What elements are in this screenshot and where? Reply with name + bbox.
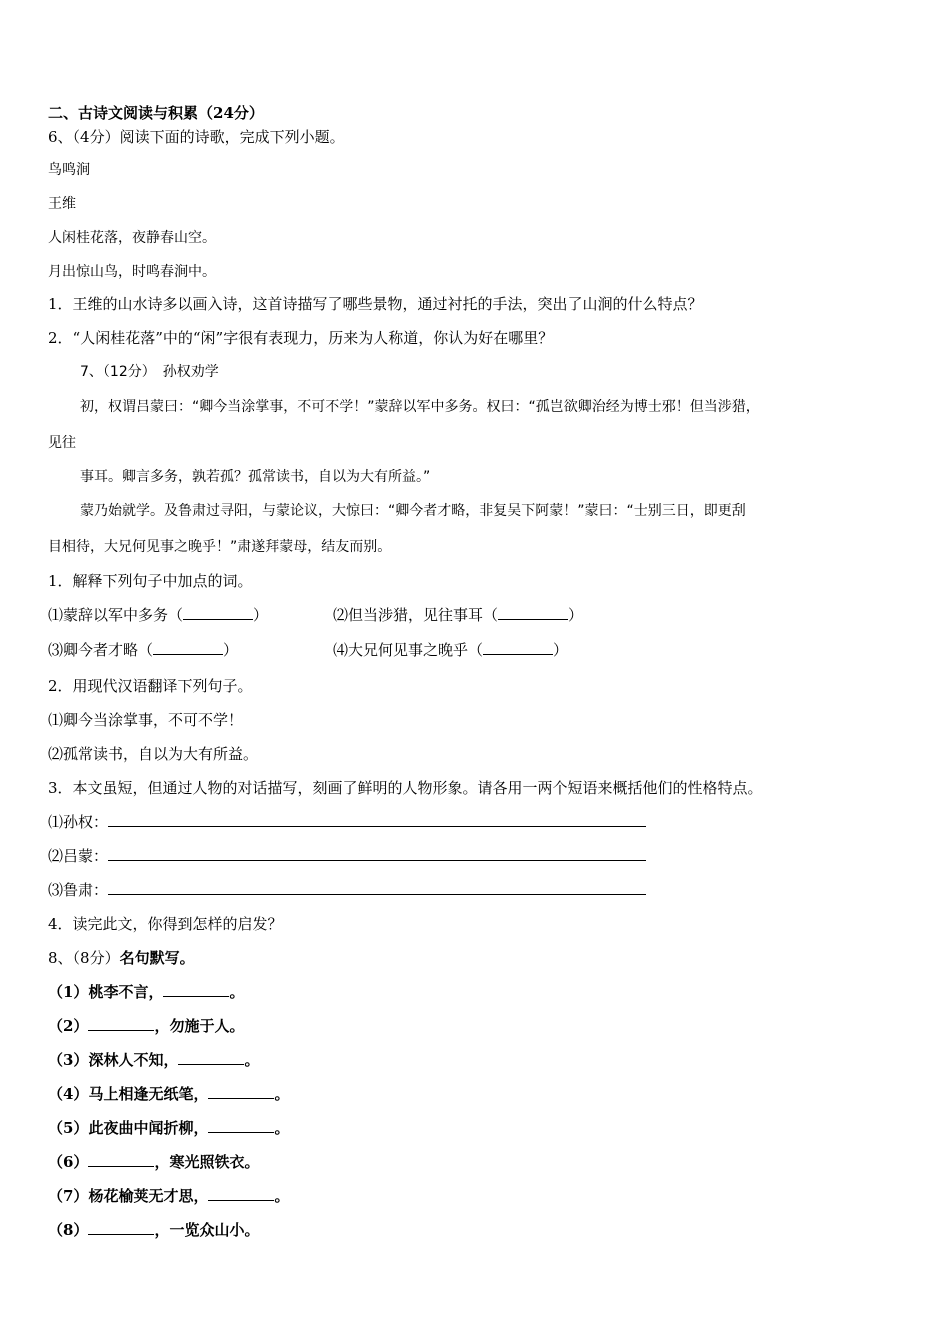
q7-intro: 7、（12分） 孙权劝学 (80, 364, 219, 380)
q7-item-1-close: ） (253, 606, 269, 624)
q7-character-2-label: ⑵吕蒙： (48, 847, 109, 865)
q8-item-after: ，一览众山小。 (154, 1221, 260, 1239)
q8-item-after: 。 (274, 1085, 290, 1103)
q7-sub-question-1: 1．解释下列句子中加点的词。 (48, 572, 253, 590)
q7-item-3-close: ） (223, 641, 239, 659)
q7-para1-line3: 事耳。卿言多务，孰若孤？孤常读书，自以为大有所益。” (80, 469, 431, 485)
q8-item-num: （7） (48, 1187, 89, 1205)
q7-item-2 (333, 605, 583, 625)
answer-blank[interactable] (208, 1186, 274, 1201)
q7-character-1-label: ⑴孙权： (48, 813, 109, 831)
q8-item-7 (48, 1186, 289, 1206)
q8-item-after: 。 (244, 1051, 260, 1069)
q6-intro: 6、（4分）阅读下面的诗歌，完成下列小题。 (48, 128, 345, 146)
poem-title: 鸟鸣涧 (48, 162, 90, 178)
q7-para2-line1: 蒙乃始就学。及鲁肃过寻阳，与蒙论议，大惊曰：“卿今者才略，非复吴下阿蒙！”蒙曰：“士别三日，即更刮 (80, 503, 746, 519)
q7-item-4-close: ） (553, 641, 569, 659)
q8-item-after: ，勿施于人。 (154, 1017, 245, 1035)
q8-item-after: ，寒光照铁衣。 (154, 1153, 260, 1171)
answer-line[interactable] (108, 880, 646, 895)
poem-line-2: 月出惊山鸟，时鸣春涧中。 (48, 264, 216, 280)
q8-item-after: 。 (229, 983, 245, 1001)
q8-item-before: 深林人不知， (88, 1051, 179, 1069)
answer-blank[interactable] (498, 605, 568, 620)
section-heading: 二、古诗文阅读与积累（24分） (48, 104, 264, 122)
answer-blank[interactable] (163, 982, 229, 997)
q7-sub-question-4: 4．读完此文，你得到怎样的启发？ (48, 915, 283, 933)
q7-item-4-label: ⑷大兄何见事之晚乎（ (333, 641, 484, 659)
q7-item-3 (48, 640, 238, 660)
answer-blank[interactable] (183, 605, 253, 620)
q8-item-before: 桃李不言， (88, 983, 164, 1001)
q8-item-num: （8） (48, 1221, 89, 1239)
q7-item-1 (48, 605, 268, 625)
q8-item-num: （5） (48, 1119, 89, 1137)
answer-blank[interactable] (88, 1220, 154, 1235)
q8-item-num: （2） (48, 1017, 89, 1035)
q6-sub-question-2: 2．“人闲桂花落”中的“闲”字很有表现力，历来为人称道，你认为好在哪里？ (48, 329, 554, 347)
q8-item-after: 。 (274, 1187, 290, 1205)
q7-para1-line2: 见往 (48, 435, 76, 451)
answer-line[interactable] (108, 846, 646, 861)
q8-intro-prefix: 8、（8分） (48, 949, 120, 967)
answer-blank[interactable] (88, 1016, 154, 1031)
q8-item-2 (48, 1016, 244, 1036)
answer-line[interactable] (108, 812, 646, 827)
q7-para1-line1: 初，权谓吕蒙曰：“卿今当涂掌事，不可不学！”蒙辞以军中多务。权曰：“孤岂欲卿治经为博士邪！但当涉猎， (80, 399, 760, 415)
q7-character-1 (48, 812, 646, 832)
answer-blank[interactable] (483, 640, 553, 655)
q8-item-num: （6） (48, 1153, 89, 1171)
q8-item-8 (48, 1220, 259, 1240)
q8-intro (48, 948, 195, 968)
answer-blank[interactable] (88, 1152, 154, 1167)
q7-character-3 (48, 880, 646, 900)
answer-blank[interactable] (153, 640, 223, 655)
q8-item-num: （4） (48, 1085, 89, 1103)
q8-item-after: 。 (274, 1119, 290, 1137)
q8-item-4 (48, 1084, 289, 1104)
q7-translate-2: ⑵孤常读书，自以为大有所益。 (48, 745, 259, 763)
q8-item-3 (48, 1050, 259, 1070)
q8-item-num: （3） (48, 1051, 89, 1069)
q8-item-before: 杨花榆荚无才思， (88, 1187, 209, 1205)
poem-line-1: 人闲桂花落，夜静春山空。 (48, 230, 216, 246)
q7-item-4 (333, 640, 568, 660)
q8-item-1 (48, 982, 244, 1002)
answer-blank[interactable] (208, 1118, 274, 1133)
q7-item-1-label: ⑴蒙辞以军中多务（ (48, 606, 184, 624)
q8-item-before: 此夜曲中闻折柳， (88, 1119, 209, 1137)
poem-author: 王维 (48, 196, 76, 212)
q6-sub-question-1: 1．王维的山水诗多以画入诗，这首诗描写了哪些景物，通过衬托的手法，突出了山涧的什么特点？ (48, 295, 703, 313)
q7-item-3-label: ⑶卿今者才略（ (48, 641, 154, 659)
q7-item-2-label: ⑵但当涉猎，见往事耳（ (333, 606, 499, 624)
q7-character-2 (48, 846, 646, 866)
q7-sub-question-3: 3．本文虽短，但通过人物的对话描写，刻画了鲜明的人物形象。请各用一两个短语来概括他们的性格特点。 (48, 779, 763, 797)
q8-item-num: （1） (48, 983, 89, 1001)
q8-item-6 (48, 1152, 259, 1172)
q8-intro-title: 名句默写。 (119, 949, 195, 967)
q7-character-3-label: ⑶鲁肃： (48, 881, 109, 899)
answer-blank[interactable] (208, 1084, 274, 1099)
q8-item-before: 马上相逢无纸笔， (88, 1085, 209, 1103)
q7-item-2-close: ） (568, 606, 584, 624)
q8-item-5 (48, 1118, 289, 1138)
q7-para2-line2: 目相待，大兄何见事之晚乎！”肃遂拜蒙母，结友而别。 (48, 539, 392, 555)
answer-blank[interactable] (178, 1050, 244, 1065)
q7-sub-question-2: 2．用现代汉语翻译下列句子。 (48, 677, 253, 695)
q7-translate-1: ⑴卿今当涂掌事，不可不学！ (48, 711, 244, 729)
